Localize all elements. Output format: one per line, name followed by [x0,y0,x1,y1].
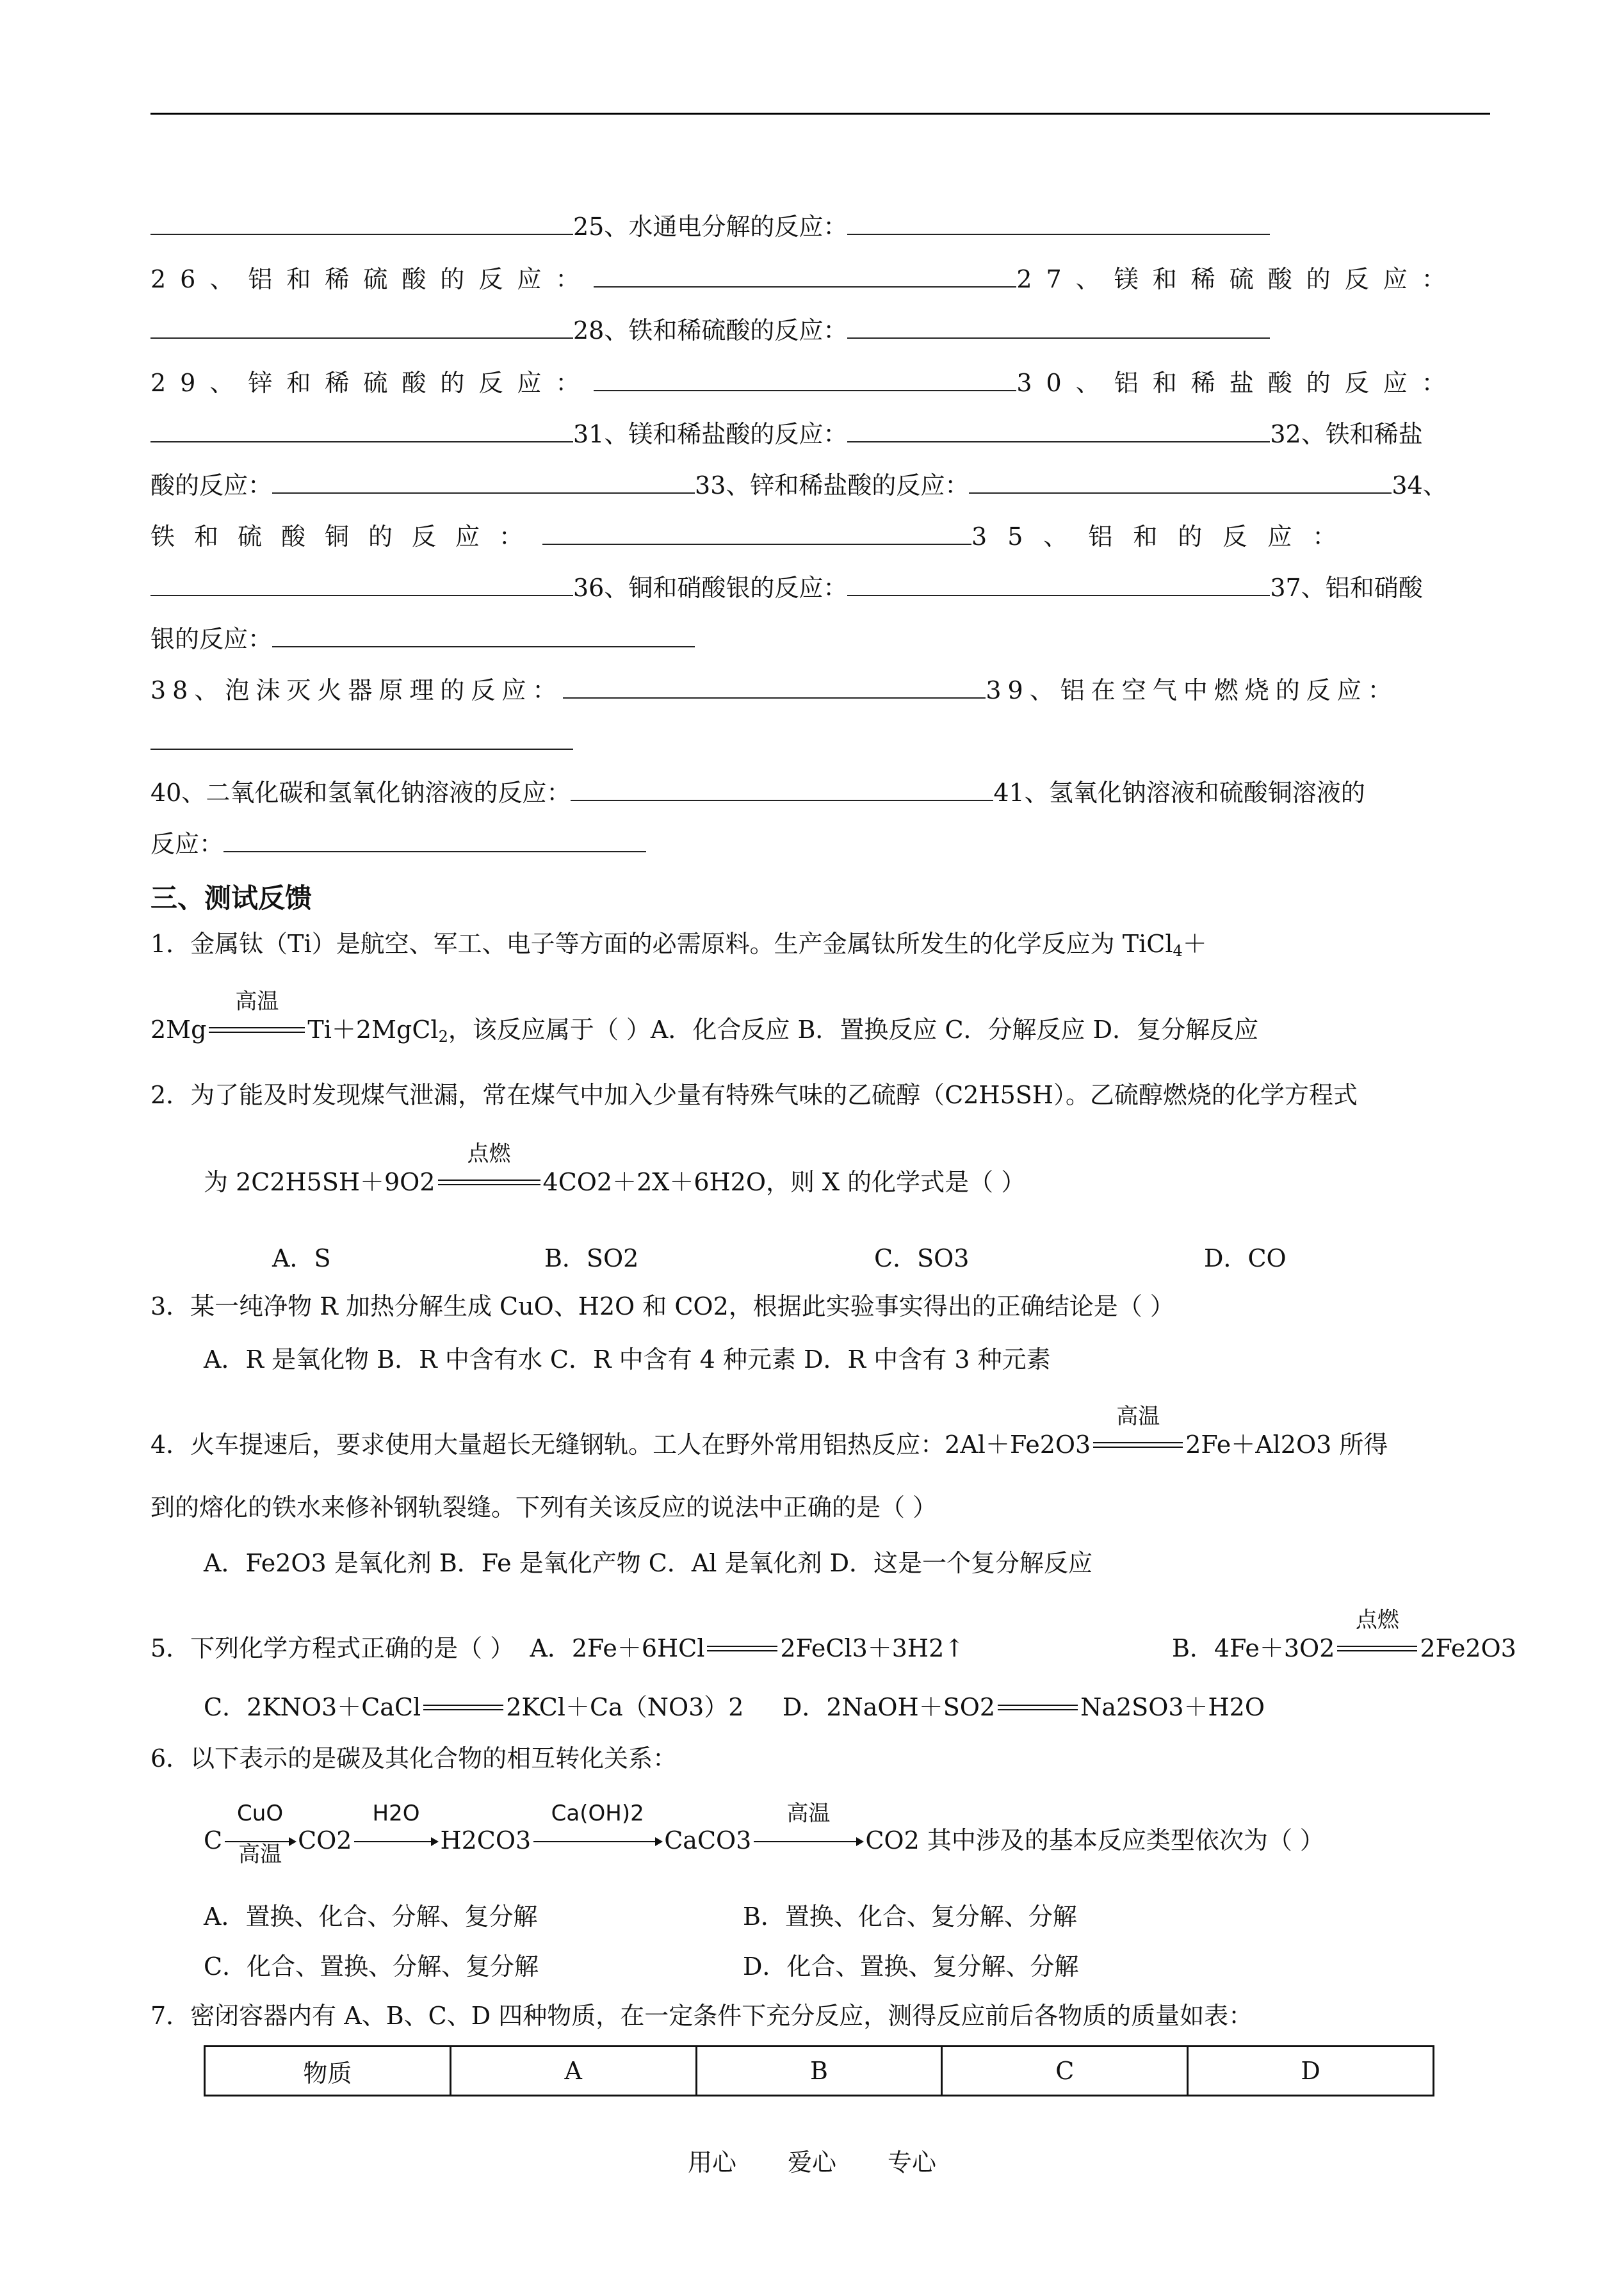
answer-blank[interactable] [272,624,695,647]
reaction-arrow [754,1801,863,1858]
q6-line1: 6．以下表示的是碳及其化合物的相互转化关系： [150,1744,678,1772]
q35-label: 35、铝和的反应： [971,523,1358,551]
double-bar [1093,1442,1183,1448]
row-25 [150,209,1490,245]
q28-label: 28、铁和稀硫酸的反应： [573,316,848,345]
arrow-shaft [533,1841,662,1842]
answer-blank[interactable] [594,368,1016,391]
q3-line1: 3．某一纯净物 R 加热分解生成 CuO、H2O 和 CO2，根据此实验事实得出的正确结论是（ ） [150,1292,1174,1320]
answer-blank[interactable] [150,727,573,750]
q5-option-a[interactable]: A．2Fe＋6HCl [530,1634,705,1662]
q2-equation [204,1141,1543,1200]
carbon: C [204,1826,223,1854]
caco3: CaCO3 [664,1826,752,1854]
q29-label: 29、锌和稀硫酸的反应： [150,369,594,397]
q33-label: 33、锌和稀盐酸的反应： [695,471,970,499]
table-header-cell: B [696,2047,942,2096]
condition-arrow [1093,1404,1183,1463]
q36-label: 36、铜和硝酸银的反应： [573,574,848,602]
q26-label: 26、铝和稀硫酸的反应： [150,265,594,293]
arrow-top-label: Ca(OH)2 [551,1801,644,1826]
q25-label: 25、水通电分解的反应： [573,213,848,241]
table-header-cell: A [450,2047,696,2096]
q1-line1 [150,926,1490,969]
table-row [205,2047,1434,2096]
arrow-top-label: 高温 [786,1801,831,1826]
row-32-33-34 [150,467,1490,503]
q37-label: 37、铝和硝酸 [1270,574,1423,602]
q6-option-d[interactable]: D．化合、置换、复分解、分解 [743,1952,1079,1981]
q1-plus: ＋ [1182,930,1207,958]
q4-line1 [150,1404,1490,1463]
q3-options[interactable]: A．R 是氧化物 B．R 中含有水 C．R 中含有 4 种元素 D．R 中含有 3 种元素 [204,1345,1051,1374]
q37-label-cont: 银的反应： [150,625,273,653]
arrow-top-label: H2O [372,1801,420,1826]
q1-product: Ti＋2MgCl [307,1016,439,1044]
q5-line2 [204,1689,1265,1725]
q1-line2 [150,989,1490,1055]
equals-sign [707,1630,777,1666]
q27-label: 27、镁和稀硫酸的反应： [1016,265,1460,293]
page-footer [0,2143,1624,2178]
q34-label-cont: 铁和硫酸铜的反应： [150,523,543,551]
q39-label: 39、铝在空气中燃烧的反应： [986,676,1399,704]
answer-blank[interactable] [150,573,573,596]
q5-option-b[interactable]: B．4Fe＋3O2 [1172,1634,1335,1662]
arrow-top-label: CuO [237,1801,284,1826]
co2: CO2 [298,1826,352,1854]
footer-item: 用心 [687,2148,736,2177]
arrow-bottom-label: 高温 [238,1842,282,1867]
q5-option-c[interactable]: C．2KNO3＋CaCl [204,1693,421,1721]
row-41b [150,826,1490,862]
answer-blank[interactable] [150,419,573,442]
reaction-arrow [354,1801,437,1858]
table-header-cell: D [1188,2047,1434,2096]
answer-blank[interactable] [594,264,1016,288]
answer-blank[interactable] [847,573,1270,596]
answer-blank[interactable] [571,778,993,801]
answer-blank[interactable] [150,316,573,339]
q5-option-c-product: 2KCl＋Ca（NO3）2 [506,1693,744,1721]
answer-blank[interactable] [223,829,646,852]
q32-label: 32、铁和稀盐 [1270,420,1423,448]
q5-stem: 5．下列化学方程式正确的是（ ） [150,1634,515,1662]
h2co3: H2CO3 [440,1826,532,1854]
q2-eq-left: 为 2C2H5SH＋9O2 [204,1168,435,1196]
answer-blank[interactable] [150,212,573,235]
q1-sub: 4 [1173,942,1183,960]
q5-option-d[interactable]: D．2NaOH＋SO2 [782,1693,996,1721]
double-bar [998,1705,1078,1710]
condition-arrow [1337,1607,1417,1666]
q6-option-c[interactable]: C．化合、置换、分解、复分解 [204,1952,539,1981]
q5-option-b-wrap [1172,1607,1516,1666]
q5-option-d-product: Na2SO3＋H2O [1080,1693,1265,1721]
condition-arrow [438,1141,540,1200]
answer-blank[interactable] [847,212,1270,235]
q2-option-c[interactable]: C．SO3 [874,1244,970,1272]
row-37b [150,621,1490,657]
footer-item: 专心 [888,2148,937,2177]
q7-line1: 7．密闭容器内有 A、B、C、D 四种物质，在一定条件下充分反应，测得反应前后各物质的质量如表： [150,2002,1253,2030]
condition-arrow [209,989,305,1048]
q6-option-b[interactable]: B．置换、化合、复分解、分解 [743,1902,1077,1931]
double-bar [438,1180,540,1185]
q5-option-b-product: 2Fe2O3 [1420,1634,1516,1662]
answer-blank[interactable] [847,316,1270,339]
q4-text: 4．火车提速后，要求使用大量超长无缝钢轨。工人在野外常用铝热反应：2Al＋Fe2O3 [150,1431,1091,1459]
row-29-30 [150,365,1490,401]
answer-blank[interactable] [272,471,695,494]
q34-label: 34、 [1392,471,1447,499]
row-40-41 [150,775,1490,811]
footer-item: 爱心 [787,2148,836,2177]
q32-label-cont: 酸的反应： [150,471,273,499]
header-rule [150,113,1490,115]
row-34-35 [150,519,1490,555]
row-38-39 [150,672,1490,708]
answer-blank[interactable] [847,419,1270,442]
answer-blank[interactable] [969,471,1392,494]
answer-blank[interactable] [563,676,986,699]
double-bar [1337,1646,1417,1651]
condition-label: 点燃 [467,1141,511,1167]
table-header-cell: 物质 [205,2047,451,2096]
q2-option-a[interactable]: A．S [272,1244,331,1272]
q6-option-a[interactable]: A．置换、化合、分解、复分解 [204,1902,538,1931]
row-28 [150,312,1490,348]
condition-label: 点燃 [1355,1607,1399,1633]
condition-label: 高温 [235,989,279,1014]
equals-sign [423,1689,503,1725]
q1-sub2: 2 [438,1028,448,1046]
row-26-27 [150,261,1490,297]
q38-label: 38、泡沫灭火器原理的反应： [150,676,564,704]
section-title: 三、测试反馈 [150,882,313,914]
double-bar [209,1027,305,1033]
condition-label: 高温 [1116,1404,1160,1429]
q1-text: 1．金属钛（Ti）是航空、军工、电子等方面的必需原料。生产金属钛所发生的化学反应为 TiCl [150,930,1173,958]
q2-eq-right: 4CO2＋2X＋6H2O，则 X 的化学式是（ ） [542,1168,1026,1196]
table-header-cell: C [942,2047,1188,2096]
q6-tail: CO2 其中涉及的基本反应类型依次为（ ） [865,1826,1324,1854]
reaction-arrow [533,1801,662,1858]
row-31-32 [150,416,1490,452]
arrow-shaft [354,1841,437,1842]
q4-line2: 到的熔化的铁水来修补钢轨裂缝。下列有关该反应的说法中正确的是（ ） [150,1493,938,1521]
q2-option-d[interactable]: D．CO [1204,1244,1287,1272]
q41-label-cont: 反应： [150,830,224,858]
reaction-arrow [225,1801,295,1867]
q2-option-b[interactable]: B．SO2 [544,1244,639,1272]
arrow-shaft [754,1841,863,1842]
row-36-37 [150,570,1490,606]
q1-reactant: 2Mg [150,1016,207,1044]
q30-label: 30、铝和稀盐酸的反应： [1016,369,1460,397]
q4-options[interactable]: A．Fe2O3 是氧化剂 B．Fe 是氧化产物 C．Al 是氧化剂 D．这是一个复分解反应 [204,1549,1093,1577]
mass-table [204,2045,1434,2096]
double-bar [707,1646,777,1651]
q2-line1: 2．为了能及时发现煤气泄漏，常在煤气中加入少量有特殊气味的乙硫醇（C2H5SH）。乙硫醇燃烧的化学方程式 [150,1081,1358,1109]
arrow-shaft [225,1841,295,1842]
double-bar [423,1705,503,1710]
q5-option-a-product: 2FeCl3＋3H2↑ [780,1634,965,1662]
q6-chain [204,1801,1324,1867]
row-39b [150,724,1490,759]
q40-label: 40、二氧化碳和氢氧化钠溶液的反应： [150,779,571,807]
q4-text-end: 2Fe＋Al2O3 所得 [1185,1431,1388,1459]
q1-options: ，该反应属于（ ）A．化合反应 B．置换反应 C．分解反应 D．复分解反应 [448,1016,1259,1044]
equals-sign [998,1689,1078,1725]
answer-blank[interactable] [542,522,971,545]
q31-label: 31、镁和稀盐酸的反应： [573,420,848,448]
q41-label: 41、氢氧化钠溶液和硫酸铜溶液的 [993,779,1365,807]
